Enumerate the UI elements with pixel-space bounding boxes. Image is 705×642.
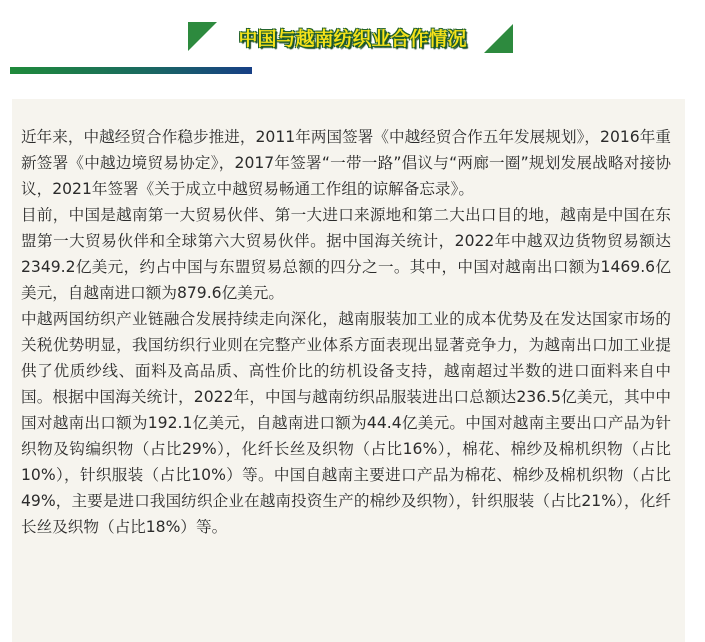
article-body — [21, 124, 671, 540]
section-title: 中国与越南纺织业合作情况 — [238, 28, 467, 50]
right-triangle-decoration — [484, 24, 513, 53]
article-paragraph: 目前，中国是越南第一大贸易伙伴、第一大进口来源地和第二大出口目的地，越南是中国在东盟第一大贸易伙伴和全球第六大贸易伙伴。据中国海关统计，2022年中越双边货物贸易额达2349.2亿美元，约占中国与东盟贸易总额的四分之一。其中，中国对越南出口额为1469.6亿美元，自越南进口额为879.6亿美元。 — [21, 206, 671, 302]
gradient-divider-bar — [10, 67, 252, 74]
article-paragraph: 近年来，中越经贸合作稳步推进，2011年两国签署《中越经贸合作五年发展规划》，2016年重新签署《中越边境贸易协定》，2017年签署“一带一路”倡议与“两廊一圈”规划发展战略对接协议，2021年签署《关于成立中越贸易畅通工作组的谅解备忘录》。 — [21, 128, 671, 198]
article-paragraph: 中越两国纺织产业链融合发展持续走向深化，越南服装加工业的成本优势及在发达国家市场的关税优势明显，我国纺织行业则在完整产业体系方面表现出显著竞争力，为越南出口加工业提供了优质纱线、面料及高品质、高性价比的纺机设备支持，越南超过半数的进口面料来自中国。根据中国海关统计，2022年，中国与越南纺织品服装进出口总额达236.5亿美元，其中中国对越南出口额为192.1亿美元，自越南进口额为44.4亿美元。中国对越南主要出口产品为针织物及钩编织物（占比29%），化纤长丝及织物（占比16%），棉花、棉纱及棉机织物（占比10%），针织服装（占比10%）等。中国自越南主要进口产品为棉花、棉纱及棉机织物（占比49%，主要是进口我国纺织企业在越南投资生产的棉纱及织物），针织服装（占比21%），化纤长丝及织物（占比18%）等。 — [21, 310, 671, 536]
